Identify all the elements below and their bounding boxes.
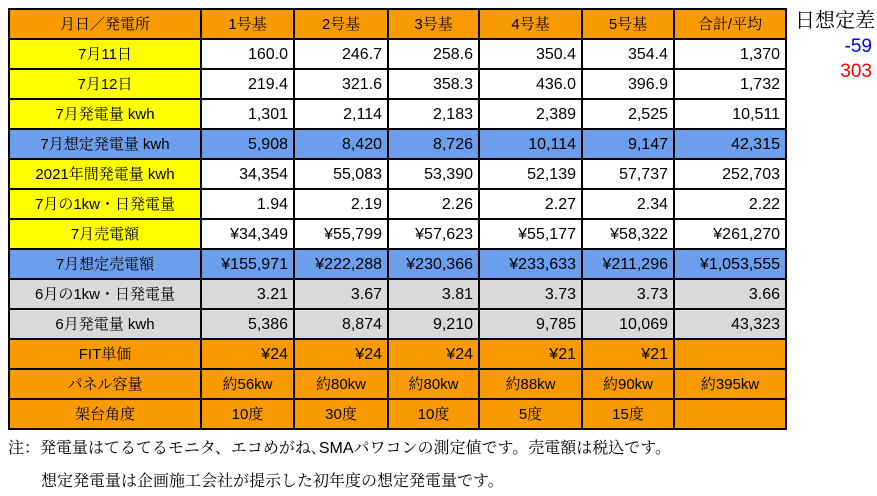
table-row <box>9 99 786 129</box>
cell[interactable]: 246.7 <box>294 39 388 69</box>
cell[interactable]: 43,323 <box>674 309 786 339</box>
cell[interactable]: 57,737 <box>582 159 674 189</box>
row-label[interactable]: 2021年間発電量 kwh <box>9 159 201 189</box>
cell[interactable]: 3.66 <box>674 279 786 309</box>
cell[interactable]: ¥34,349 <box>201 219 294 249</box>
cell[interactable]: 15度 <box>582 399 674 429</box>
row-label[interactable]: 7月11日 <box>9 39 201 69</box>
cell[interactable]: ¥233,633 <box>479 249 582 279</box>
table-row <box>9 279 786 309</box>
header-row <box>9 9 786 39</box>
cell[interactable]: 5,386 <box>201 309 294 339</box>
cell[interactable]: 52,139 <box>479 159 582 189</box>
table-row <box>9 369 786 399</box>
row-label[interactable]: 6月の1kw・日発電量 <box>9 279 201 309</box>
cell[interactable] <box>674 399 786 429</box>
row-label[interactable]: 6月発電量 kwh <box>9 309 201 339</box>
table-row <box>9 159 786 189</box>
daily-diff-title: 日想定差 <box>795 10 875 32</box>
row-label[interactable]: 7月想定売電額 <box>9 249 201 279</box>
cell[interactable]: 2.19 <box>294 189 388 219</box>
cell[interactable]: ¥58,322 <box>582 219 674 249</box>
footnotes <box>8 438 671 492</box>
cell[interactable]: 10度 <box>388 399 479 429</box>
cell[interactable]: 2.27 <box>479 189 582 219</box>
cell[interactable]: 219.4 <box>201 69 294 99</box>
cell[interactable]: 2.22 <box>674 189 786 219</box>
cell[interactable]: 160.0 <box>201 39 294 69</box>
table-row <box>9 39 786 69</box>
row-label[interactable]: 架台角度 <box>9 399 201 429</box>
cell[interactable]: 2.26 <box>388 189 479 219</box>
column-header[interactable]: 2号基 <box>294 9 388 39</box>
cell[interactable]: 約90kw <box>582 369 674 399</box>
cell[interactable]: ¥222,288 <box>294 249 388 279</box>
cell[interactable]: 10度 <box>201 399 294 429</box>
cell[interactable]: 42,315 <box>674 129 786 159</box>
cell[interactable]: 約395kw <box>674 369 786 399</box>
cell[interactable]: ¥24 <box>201 339 294 369</box>
cell[interactable]: 2,525 <box>582 99 674 129</box>
cell[interactable]: 436.0 <box>479 69 582 99</box>
cell[interactable]: ¥57,623 <box>388 219 479 249</box>
cell[interactable]: 34,354 <box>201 159 294 189</box>
cell[interactable]: 53,390 <box>388 159 479 189</box>
cell[interactable]: 9,785 <box>479 309 582 339</box>
cell[interactable]: ¥230,366 <box>388 249 479 279</box>
cell[interactable]: 9,210 <box>388 309 479 339</box>
footnote-measurement: 注：発電量はてるてるモニタ、エコめがね､SMAパワコンの測定値です。売電額は税込です。 <box>8 440 671 457</box>
table-row <box>9 189 786 219</box>
daily-diff-panel <box>788 8 875 84</box>
cell[interactable]: ¥261,270 <box>674 219 786 249</box>
cell[interactable]: ¥155,971 <box>201 249 294 279</box>
cell[interactable]: 10,114 <box>479 129 582 159</box>
row-label[interactable]: 7月売電額 <box>9 219 201 249</box>
row-label[interactable]: 7月の1kw・日発電量 <box>9 189 201 219</box>
cell[interactable]: 258.6 <box>388 39 479 69</box>
cell[interactable]: 9,147 <box>582 129 674 159</box>
column-header[interactable]: 5号基 <box>582 9 674 39</box>
cell[interactable]: 3.81 <box>388 279 479 309</box>
table-row <box>9 309 786 339</box>
table-row <box>9 69 786 99</box>
cell[interactable]: ¥24 <box>388 339 479 369</box>
cell[interactable]: 358.3 <box>388 69 479 99</box>
daily-diff-value-negative: -59 <box>844 36 872 57</box>
cell[interactable]: 3.21 <box>201 279 294 309</box>
cell[interactable]: 2,389 <box>479 99 582 129</box>
generation-table <box>8 8 787 430</box>
cell[interactable]: 8,726 <box>388 129 479 159</box>
cell[interactable]: ¥55,177 <box>479 219 582 249</box>
cell[interactable]: 321.6 <box>294 69 388 99</box>
column-header[interactable]: 1号基 <box>201 9 294 39</box>
column-header[interactable]: 合計/平均 <box>674 9 786 39</box>
cell[interactable]: 約56kw <box>201 369 294 399</box>
cell[interactable]: 8,420 <box>294 129 388 159</box>
cell[interactable]: 1,732 <box>674 69 786 99</box>
cell[interactable]: 55,083 <box>294 159 388 189</box>
table-header <box>9 9 786 39</box>
cell[interactable]: 354.4 <box>582 39 674 69</box>
table-row <box>9 249 786 279</box>
cell[interactable]: ¥211,296 <box>582 249 674 279</box>
cell[interactable]: 2,114 <box>294 99 388 129</box>
cell[interactable]: ¥24 <box>294 339 388 369</box>
row-label[interactable]: 7月想定発電量 kwh <box>9 129 201 159</box>
cell[interactable]: 約80kw <box>388 369 479 399</box>
daily-diff-value-positive: 303 <box>840 61 872 82</box>
cell[interactable]: 約80kw <box>294 369 388 399</box>
cell[interactable]: 30度 <box>294 399 388 429</box>
cell[interactable]: 3.73 <box>582 279 674 309</box>
cell[interactable]: ¥21 <box>582 339 674 369</box>
cell[interactable]: 350.4 <box>479 39 582 69</box>
row-label[interactable]: パネル容量 <box>9 369 201 399</box>
cell[interactable]: ¥21 <box>479 339 582 369</box>
cell[interactable]: 1,370 <box>674 39 786 69</box>
cell[interactable]: 1,301 <box>201 99 294 129</box>
cell[interactable]: ¥1,053,555 <box>674 249 786 279</box>
cell[interactable]: 3.67 <box>294 279 388 309</box>
cell[interactable]: 10,069 <box>582 309 674 339</box>
cell[interactable]: 2.34 <box>582 189 674 219</box>
cell[interactable]: 5,908 <box>201 129 294 159</box>
cell[interactable]: 3.73 <box>479 279 582 309</box>
footnote-estimate: 想定発電量は企画施工会社が提示した初年度の想定発電量です。 <box>41 473 504 490</box>
cell[interactable]: 396.9 <box>582 69 674 99</box>
column-header[interactable]: 月日／発電所 <box>9 9 201 39</box>
cell[interactable]: 252,703 <box>674 159 786 189</box>
column-header[interactable]: 3号基 <box>388 9 479 39</box>
column-header[interactable]: 4号基 <box>479 9 582 39</box>
cell[interactable]: 2,183 <box>388 99 479 129</box>
cell[interactable]: ¥55,799 <box>294 219 388 249</box>
cell[interactable]: 5度 <box>479 399 582 429</box>
cell[interactable]: 約88kw <box>479 369 582 399</box>
row-label[interactable]: 7月12日 <box>9 69 201 99</box>
table-row <box>9 339 786 369</box>
table-row <box>9 219 786 249</box>
table-row <box>9 399 786 429</box>
cell[interactable]: 8,874 <box>294 309 388 339</box>
row-label[interactable]: 7月発電量 kwh <box>9 99 201 129</box>
cell[interactable]: 1.94 <box>201 189 294 219</box>
cell[interactable]: 10,511 <box>674 99 786 129</box>
cell[interactable] <box>674 339 786 369</box>
row-label[interactable]: FIT単価 <box>9 339 201 369</box>
table-row <box>9 129 786 159</box>
table-body <box>9 39 786 429</box>
